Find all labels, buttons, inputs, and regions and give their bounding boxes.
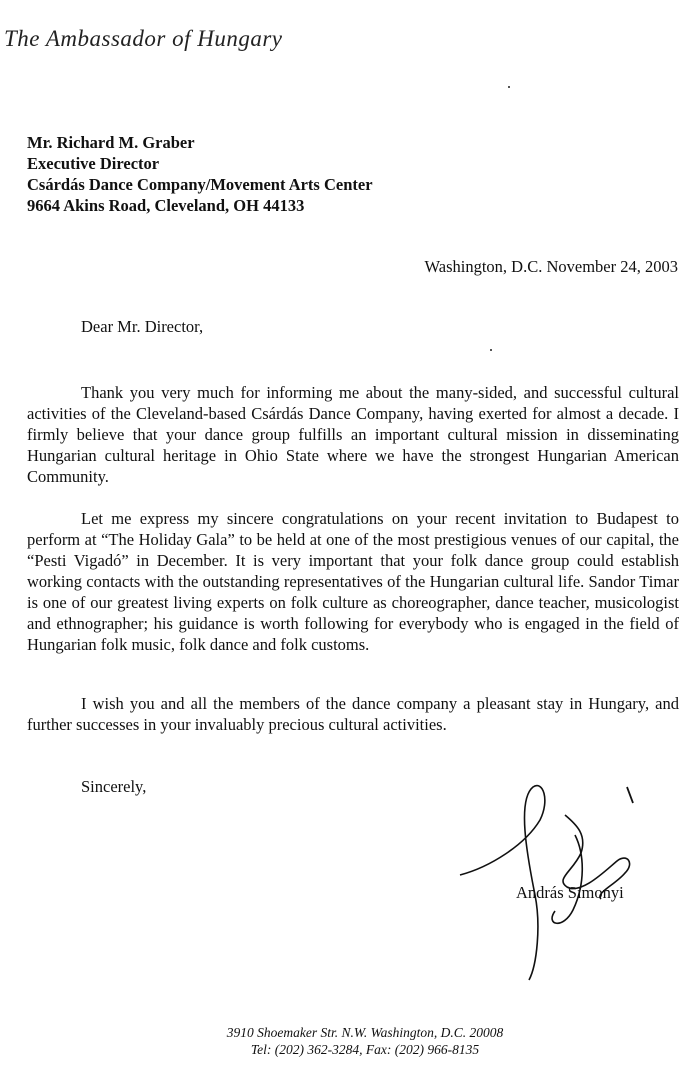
body-paragraph-2: Let me express my sincere congratulations on your recent invitation to Budapest to perform at “The Holiday Gala” to be held at one of the most prestigious venues of our capital, the “Pesti Vigadó” in December. It is very important that your folk dance group could establish working contacts with the outstanding representatives of the Hungarian cultural life. Sandor Timar is one of our greatest living experts on folk culture as choreographer, dance teacher, musicologist and ethnographer; his guidance is worth following for everybody who is engaged in the field of Hungarian folk music, folk dance and folk customs.: [27, 509, 679, 654]
recipient-name: Mr. Richard M. Graber: [27, 133, 195, 152]
salutation: Dear Mr. Director,: [81, 317, 204, 336]
date-line: Washington, D.C. November 24, 2003: [424, 257, 678, 276]
footer: [0, 1024, 700, 1058]
footer-contact: Tel: (202) 362-3284, Fax: (202) 966-8135: [250, 1042, 480, 1057]
scan-speck: [508, 86, 510, 88]
signer-name: András Simonyi: [516, 883, 624, 902]
recipient-title: Executive Director: [27, 154, 160, 173]
recipient-address: 9664 Akins Road, Cleveland, OH 44133: [27, 196, 305, 215]
scan-speck: [490, 349, 492, 351]
footer-address: 3910 Shoemaker Str. N.W. Washington, D.C. 20008: [226, 1025, 504, 1040]
signature: [455, 775, 660, 985]
body-paragraph-3: I wish you and all the members of the dance company a pleasant stay in Hungary, and further successes in your invaluably precious cultural activities.: [27, 694, 679, 734]
closing: Sincerely,: [81, 777, 147, 796]
body-paragraph-1: Thank you very much for informing me about the many-sided, and successful cultural activities of the Cleveland-based Csárdás Dance Company, having exerted for almost a decade. I firmly believe that your dance group fulfills an important cultural mission in disseminating Hungarian cultural heritage in Ohio State where we have the strongest Hungarian American Community.: [27, 383, 679, 486]
recipient-organization: Csárdás Dance Company/Movement Arts Center: [27, 175, 373, 194]
recipient-block: [27, 132, 373, 216]
letterhead: The Ambassador of Hungary: [4, 26, 283, 51]
